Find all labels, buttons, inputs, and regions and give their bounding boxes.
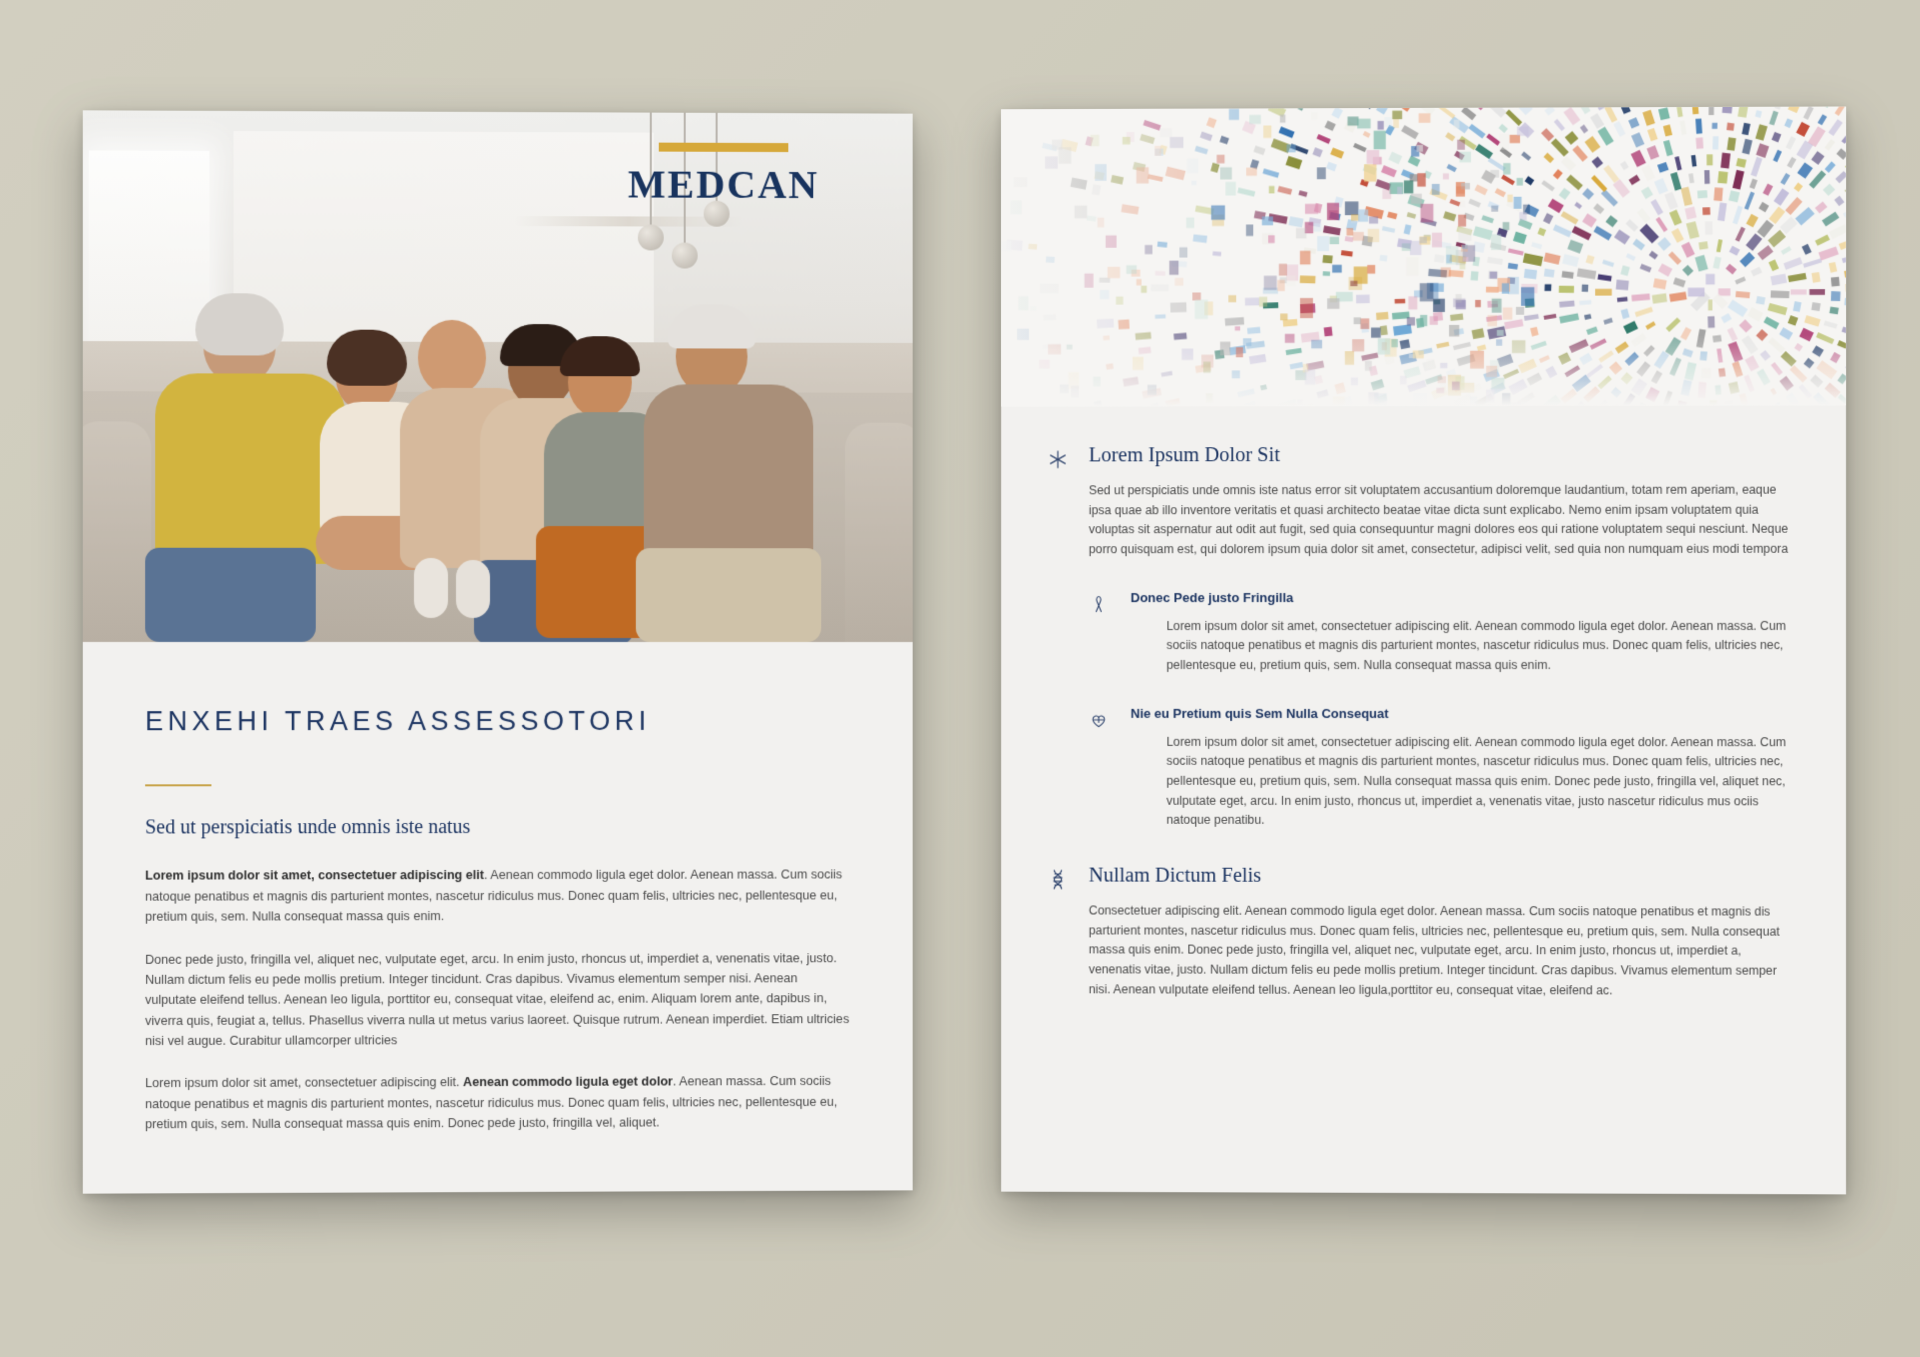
subsection-body: Lorem ipsum dolor sit amet, consectetuer adipiscing elit. Aenean commodo ligula eget dolor. Aenean massa. Cum sociis natoque penatibus et magnis dis parturient montes, nascetur ridiculus mus. Donec quam felis, ultricies nec, pellentesque eu, pretium quis, sem. Nulla consequat massa quis enim. Donec pede justo, fringilla vel, aliquet nec, vulputate eget, arcu. In enim justo, rhoncus ut, imperdiet a, venenatis vitae, justo nascetur ridiculus mus ociis natoque penatibu. — [1166, 734, 1787, 828]
section-title: Lorem Ipsum Dolor Sit — [1088, 444, 1281, 467]
cover-photo — [83, 110, 913, 642]
gold-divider — [145, 785, 211, 787]
dna-icon — [1047, 865, 1073, 896]
paragraph-lead: Lorem ipsum dolor sit amet, consectetuer adipiscing elit — [145, 868, 485, 883]
asterisk-icon — [1047, 444, 1073, 475]
cover-subheading: Sed ut perspiciatis unde omnis iste natus — [145, 816, 471, 839]
brochure-inside-page — [1001, 107, 1846, 1195]
cover-paragraph-1 — [145, 865, 851, 927]
section-body: Sed ut perspiciatis unde omnis iste natus error sit voluptatem accusantium doloremque laudantium, totam rem aperiam, eaque ipsa quae ab illo inventore veritatis et quasi architecto beatae vitae dicta sunt explicabo. Nemo enim ipsam voluptatem quia voluptas sit aspernatur aut odit aut fugit, sed quia consequuntur magni dolores eos qui ratione voluptatem sequi nesciunt. Neque porro quisquam est, qui dolorem ipsum quia dolor sit amet, consectetur, adipisci velit, sed quia non numquam eius modi tempora — [1088, 482, 1789, 557]
logo-wordmark: MEDCAN — [627, 161, 820, 208]
paragraph-after: . Aenean massa. Cum sociis natoque penatibus et magnis dis parturient montes, nascetur ridiculus mus. Donec quam felis, ultricies nec, pellentesque eu, pretium quis, sem. Nulla consequat massa quis enim. Donec pede justo, fringilla vel, aliquet. — [145, 1074, 838, 1132]
brochure-cover-page — [83, 110, 913, 1193]
section-title: Nullam Dictum Felis — [1088, 864, 1262, 887]
subsection-title: Donec Pede justo Fringilla — [1130, 589, 1294, 605]
cover-paragraph-3 — [145, 1071, 851, 1135]
paragraph-bold: Aenean commodo ligula eget dolor — [463, 1074, 673, 1090]
subsection-body: Lorem ipsum dolor sit amet, consectetuer adipiscing elit. Aenean commodo ligula eget dolor. Aenean massa. Cum sociis natoque penatibus et magnis dis parturient montes, nascetur ridiculus mus. Donec quam felis, ultricies nec, pellentesque eu, pretium quis, sem. Nulla consequat massa quis enim. — [1166, 618, 1787, 673]
subsection-donec-pede-justo-fringilla — [1089, 590, 1790, 676]
cover-text-block — [83, 642, 913, 1135]
inside-content — [1001, 405, 1846, 1001]
cover-paragraph-2: Donec pede justo, fringilla vel, aliquet nec, vulputate eget, arcu. In enim justo, rhoncus ut, imperdiet a, venenatis vitae, justo. Nullam dictum felis eu pede mollis pretium. Integer tincidunt. Cras dapibus. Vivamus elementum semper nisi. Aenean vulputate eleifend tellus. Aenean leo ligula, porttitor eu, consequat vitae, eleifend ac, enim. Aliquam lorem ante, dapibus in, viverra quis, feugiat a, tellus. Phasellus viverra nulla ut metus varius laoreet. Quisque rutrum. Aenean imperdiet. Etiam ultricies nisi vel augue. Curabitur ullamcorper ultricies — [145, 950, 850, 1049]
section-spacer — [1047, 831, 1790, 866]
subsection-title: Nie eu Pretium quis Sem Nulla Consequat — [1130, 705, 1389, 721]
pendant-lamp — [672, 243, 698, 269]
sofa-arm-left — [83, 421, 151, 642]
paragraph-rest: . Aenean commodo ligula eget dolor. Aenean massa. Cum sociis natoque penatibus et magnis dis parturient montes, nascetur ridiculus mus. Donec quam felis, ultricies nec, pellentesque eu, pretium quis, sem. Nulla consequat massa quis enim. — [145, 867, 843, 924]
sock — [414, 558, 448, 618]
logo-gold-bar — [659, 143, 789, 152]
section-lorem-ipsum-dolor-sit — [1047, 444, 1790, 832]
ribbon-icon — [1089, 590, 1115, 676]
paragraph-before: Lorem ipsum dolor sit amet, consectetuer adipiscing elit. — [145, 1075, 464, 1091]
dna-mosaic-canvas — [1001, 107, 1846, 407]
dna-mosaic-artwork — [1001, 107, 1846, 407]
medcan-logo — [628, 142, 819, 208]
sofa-arm-right — [845, 423, 913, 642]
section-nullam-dictum-felis — [1047, 865, 1790, 1002]
heart-shield-icon — [1089, 706, 1115, 831]
subsection-nie-eu-pretium — [1089, 706, 1790, 832]
section-body: Consectetuer adipiscing elit. Aenean commodo ligula eget dolor. Aenean massa. Cum sociis natoque penatibus et magnis dis parturient montes, nascetur ridiculus mus. Donec quam felis, ultricies nec, pellentesque eu, pretium quis, sem. Nulla consequat massa quis enim. Donec pede justo, fringilla vel, aliquet nec, vulputate eget, arcu. In enim justo, rhoncus ut, imperdiet a, venenatis vitae, justo. Nullam dictum felis eu pede mollis pretium. Integer tincidunt. Cras dapibus. Vivamus elementum semper nisi. Aenean vulputate eleifend tellus. Aenean leo ligula,porttitor eu, consequat vitae, eleifend ac. — [1088, 903, 1780, 998]
pendant-lamp — [638, 224, 664, 250]
sock — [456, 560, 490, 618]
page-title: ENXEHI TRAES ASSESSOTORI — [145, 705, 651, 737]
